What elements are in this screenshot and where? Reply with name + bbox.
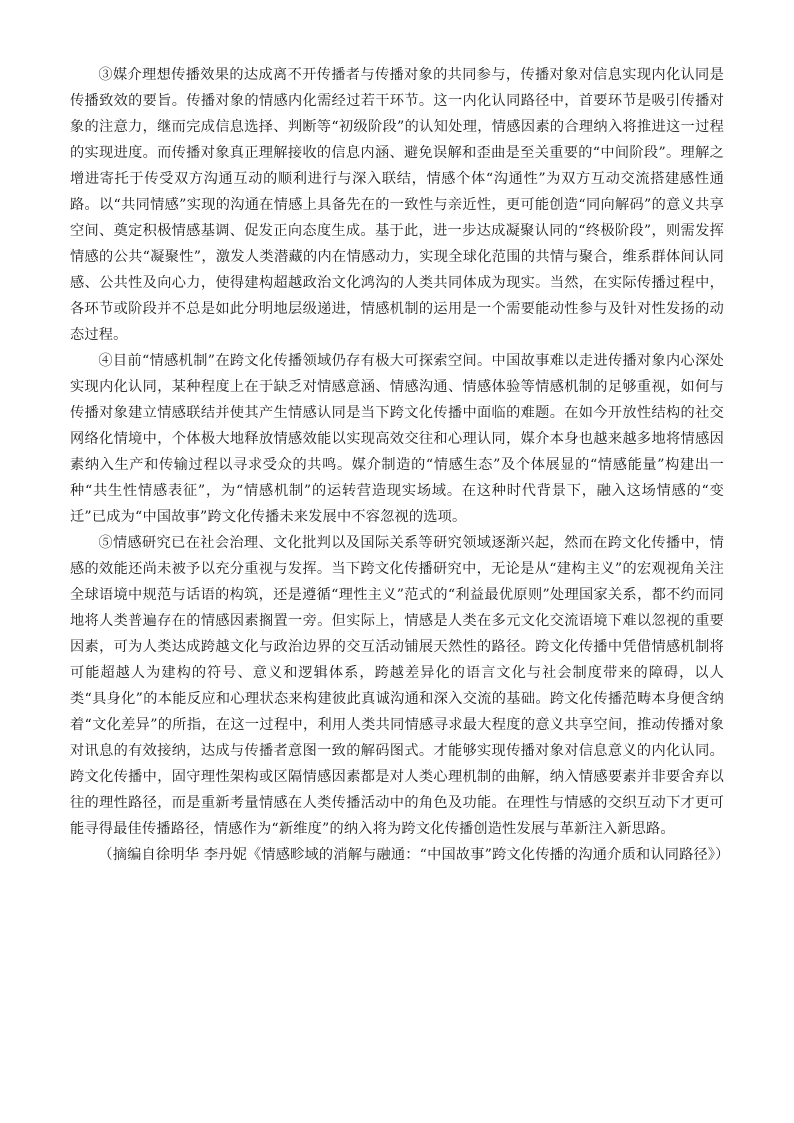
paragraph-3: ③媒介理想传播效果的达成离不开传播者与传播对象的共同参与，传播对象对信息实现内化认同是传播致效的要旨。传播对象的情感内化需经过若干环节。这一内化认同路径中，首要环节是吸引传播对象的注意力，继而完成信息选择、判断等“初级阶段”的认知处理，情感因素的合理纳入将推进这一过程的实现进度。而传播对象真正理解接收的信息内涵、避免误解和歪曲是至关重要的“中间阶段”。理解之增进寄托于传受双方沟通互动的顺利进行与深入联结，情感个体“沟通性”为双方互动交流搭建感性通路。以“共同情感”实现的沟通在情感上具备先在的一致性与亲近性，更可能创造“同向解码”的意义共享空间、奠定积极情感基调、促发正向态度生成。基于此，进一步达成凝聚认同的“终极阶段”，则需发挥情感的公共“凝聚性”，激发人类潜藏的内在情感动力，实现全球化范围的共情与聚合，维系群体间认同感、公共性及向心力，使得建构超越政治文化鸿沟的人类共同体成为现实。当然，在实际传播过程中，各环节或阶段并不总是如此分明地层级递进，情感机制的运用是一个需要能动性参与及针对性发扬的动态过程。 xyxy=(70,67,724,343)
paragraph-5: ⑤情感研究已在社会治理、文化批判以及国际关系等研究领域逐渐兴起，然而在跨文化传播中，情感的效能还尚未被予以充分重视与发挥。当下跨文化传播研究中，无论是从“建构主义”的宏观视角关注全球语境中规范与话语的构筑，还是遵循“理性主义”范式的“利益最优原则”处理国家关系，都不约而同地将人类普遍存在的情感因素搁置一旁。但实际上，情感是人类在多元文化交流语境下难以忽视的重要因素，可为人类达成跨越文化与政治边界的交互活动铺展天然性的路径。跨文化传播中凭借情感机制将可能超越人为建构的符号、意义和逻辑体系，跨越差异化的语言文化与社会制度带来的障碍，以人类“具身化”的本能反应和心理状态来构建彼此真诚沟通和深入交流的基础。跨文化传播范畴本身便含纳着“文化差异”的所指，在这一过程中，利用人类共同情感寻求最大程度的意义共享空间，推动传播对象对讯息的有效接纳，达成与传播者意图一致的解码图式。才能够实现传播对象对信息意义的内化认同。跨文化传播中，固守理性架构或区隔情感因素都是对人类心理机制的曲解，纳入情感要素并非要舍弃以往的理性路径，而是重新考量情感在人类传播活动中的角色及功能。在理性与情感的交织互动下才更可能寻得最佳传播路径，情感作为“新维度”的纳入将为跨文化传播创造性发展与革新注入新思路。 xyxy=(70,535,724,837)
paragraph-4: ④目前“情感机制”在跨文化传播领域仍存有极大可探索空间。中国故事难以走进传播对象内心深处实现内化认同，某种程度上在于缺乏对情感意涵、情感沟通、情感体验等情感机制的足够重视，如何与传播对象建立情感联结并使其产生情感认同是当下跨文化传播中面临的难题。在如今开放性结构的社交网络化情境中，个体极大地释放情感效能以实现高效交往和心理认同，媒介本身也越来越多地将情感因素纳入生产和传输过程以寻求受众的共鸣。媒介制造的“情感生态”及个体展显的“情感能量”构建出一种“共生性情感表征”，为“情感机制”的运转营造现实场域。在这种时代背景下，融入这场情感的“变迁”已成为“中国故事”跨文化传播未来发展中不容忽视的选项。 xyxy=(70,353,724,525)
article-body xyxy=(70,62,730,868)
source-citation: （摘编自徐明华 李丹妮《情感畛域的消解与融通：“中国故事”跨文化传播的沟通介质和认同路径》） xyxy=(98,847,730,863)
